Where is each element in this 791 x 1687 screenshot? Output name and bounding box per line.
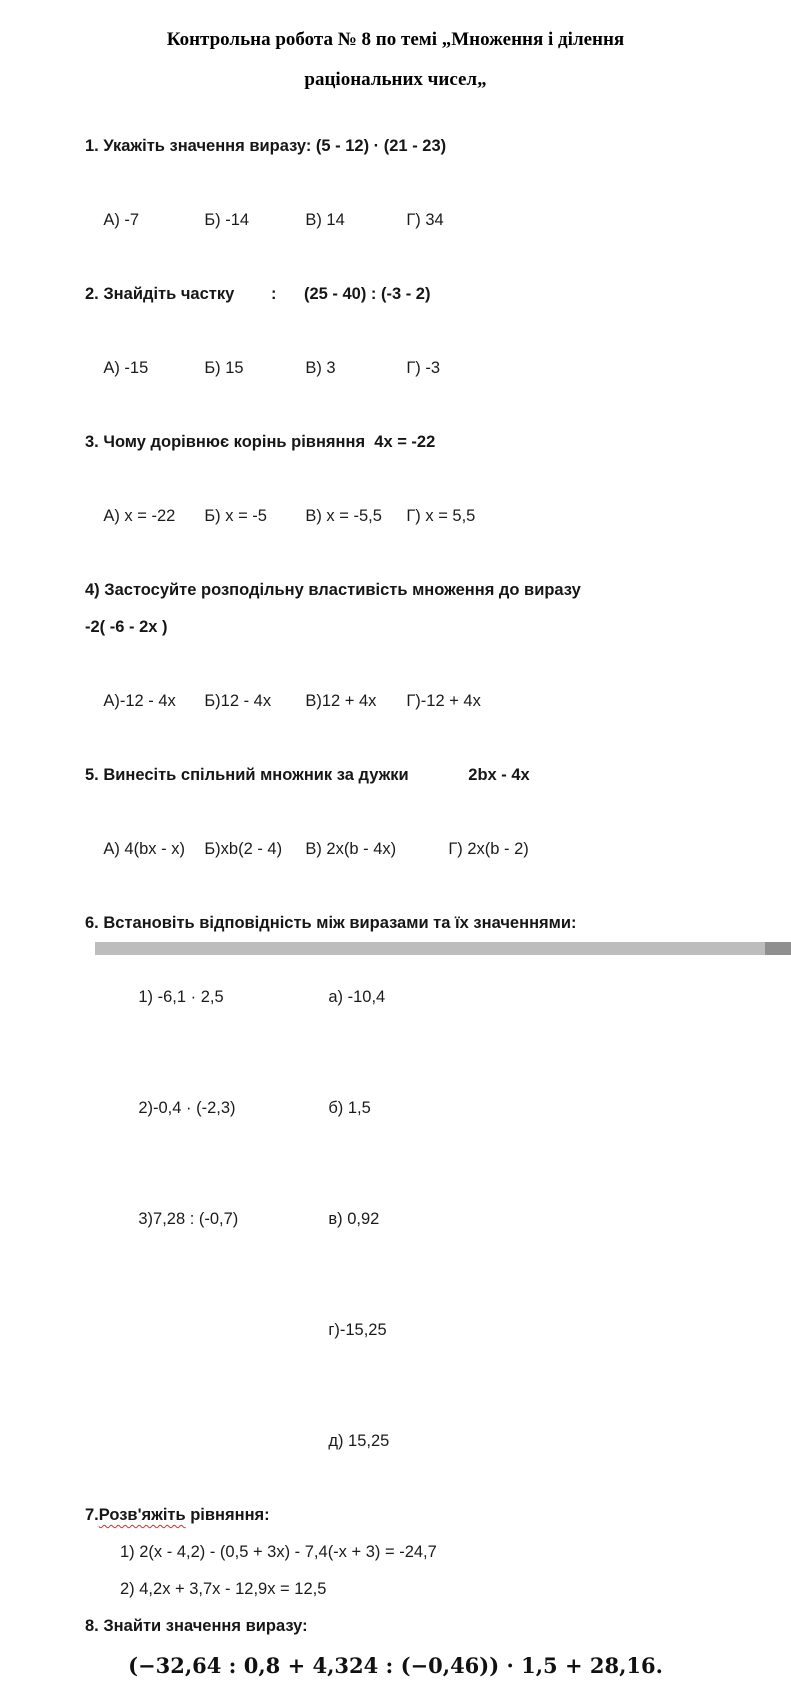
misspelled-word: Розв'яжіть bbox=[98, 1506, 186, 1524]
answer-option: Г) 34 bbox=[406, 211, 444, 229]
question-8-prompt: 8. Знайти значення виразу: bbox=[85, 1617, 308, 1635]
question-5-prompt: 5. Винесіть спільний множник за дужки 2bх - 4х bbox=[85, 766, 530, 784]
answer-option: Б) х = -5 bbox=[204, 507, 267, 525]
question-7-prompt bbox=[85, 1497, 751, 1534]
match-value: г)-15,25 bbox=[328, 1321, 387, 1339]
question-6-prompt: 6. Встановіть відповідність між виразами та їх значеннями: bbox=[85, 914, 577, 932]
question-6-match-row bbox=[85, 1275, 751, 1386]
document-title bbox=[0, 0, 791, 100]
answer-option: А) 4(bх - х) bbox=[103, 840, 185, 858]
answer-option: В)12 + 4х bbox=[305, 692, 377, 710]
question-4-prompt-line-2: -2( -6 - 2х ) bbox=[85, 618, 168, 636]
answer-option: Г) 2х(b - 2) bbox=[448, 840, 529, 858]
answer-option: В) 3 bbox=[305, 359, 336, 377]
question-3-prompt: 3. Чому дорівнює корінь рівняння 4х = -22 bbox=[85, 433, 436, 451]
match-expression: 1) -6,1 · 2,5 bbox=[138, 988, 224, 1006]
question-7-equation: 1) 2(х - 4,2) - (0,5 + 3х) - 7,4(-х + 3) = -24,7 bbox=[120, 1543, 437, 1561]
question-6-match-row bbox=[85, 942, 751, 1053]
answer-option: Б) -14 bbox=[204, 211, 250, 229]
match-value: б) 1,5 bbox=[328, 1099, 371, 1117]
answer-option: Б)12 - 4х bbox=[204, 692, 272, 710]
question-1-prompt: 1. Укажіть значення виразу: (5 - 12) · (21 - 23) bbox=[85, 137, 447, 155]
question-4-prompt-line-1: 4) Застосуйте розподільну властивість множення до виразу bbox=[85, 581, 581, 599]
document-body bbox=[0, 100, 791, 1687]
question-4-options bbox=[85, 646, 751, 757]
answer-option: Г) -3 bbox=[406, 359, 441, 377]
question-3-options bbox=[85, 461, 751, 572]
answer-option: А)-12 - 4х bbox=[103, 692, 176, 710]
answer-option: А) -15 bbox=[103, 359, 149, 377]
answer-option: В) 14 bbox=[305, 211, 345, 229]
page-bottom-corner bbox=[765, 942, 791, 955]
match-value: в) 0,92 bbox=[328, 1210, 380, 1228]
match-value: д) 15,25 bbox=[328, 1432, 390, 1450]
answer-option: Б) 15 bbox=[204, 359, 244, 377]
question-6-match-row bbox=[85, 1053, 751, 1164]
question-2-prompt: 2. Знайдіть частку : (25 - 40) : (-3 - 2) bbox=[85, 285, 431, 303]
answer-option: Б)хb(2 - 4) bbox=[204, 840, 283, 858]
match-expression: 3)7,28 : (-0,7) bbox=[138, 1210, 239, 1228]
question-5-options bbox=[85, 794, 751, 905]
answer-option: Г) х = 5,5 bbox=[406, 507, 476, 525]
answer-option: А) -7 bbox=[103, 211, 140, 229]
answer-option: Г)-12 + 4х bbox=[406, 692, 481, 710]
answer-option: В) х = -5,5 bbox=[305, 507, 382, 525]
document-title-line-1: Контрольна робота № 8 по темі „Множення і ділення bbox=[166, 29, 625, 50]
answer-option: А) х = -22 bbox=[103, 507, 176, 525]
question-2-options bbox=[85, 313, 751, 424]
question-6-match-row bbox=[85, 1386, 751, 1497]
question-7-equation: 2) 4,2х + 3,7х - 12,9х = 12,5 bbox=[120, 1580, 327, 1598]
document-title-line-2: раціональних чисел„ bbox=[304, 69, 487, 90]
question-6-match-row bbox=[85, 1164, 751, 1275]
page-bottom-edge bbox=[95, 942, 791, 955]
match-value: а) -10,4 bbox=[328, 988, 386, 1006]
answer-option: В) 2х(b - 4х) bbox=[305, 840, 397, 858]
question-8-formula: (−32,64 : 0,8 + 4,324 : (−0,46)) · 1,5 + 28,16. bbox=[128, 1653, 663, 1678]
match-expression: 2)-0,4 · (-2,3) bbox=[138, 1099, 236, 1117]
question-7-number: 7. bbox=[85, 1506, 99, 1524]
question-7-prompt-rest: рівняння: bbox=[185, 1506, 270, 1524]
question-1-options bbox=[85, 165, 751, 276]
